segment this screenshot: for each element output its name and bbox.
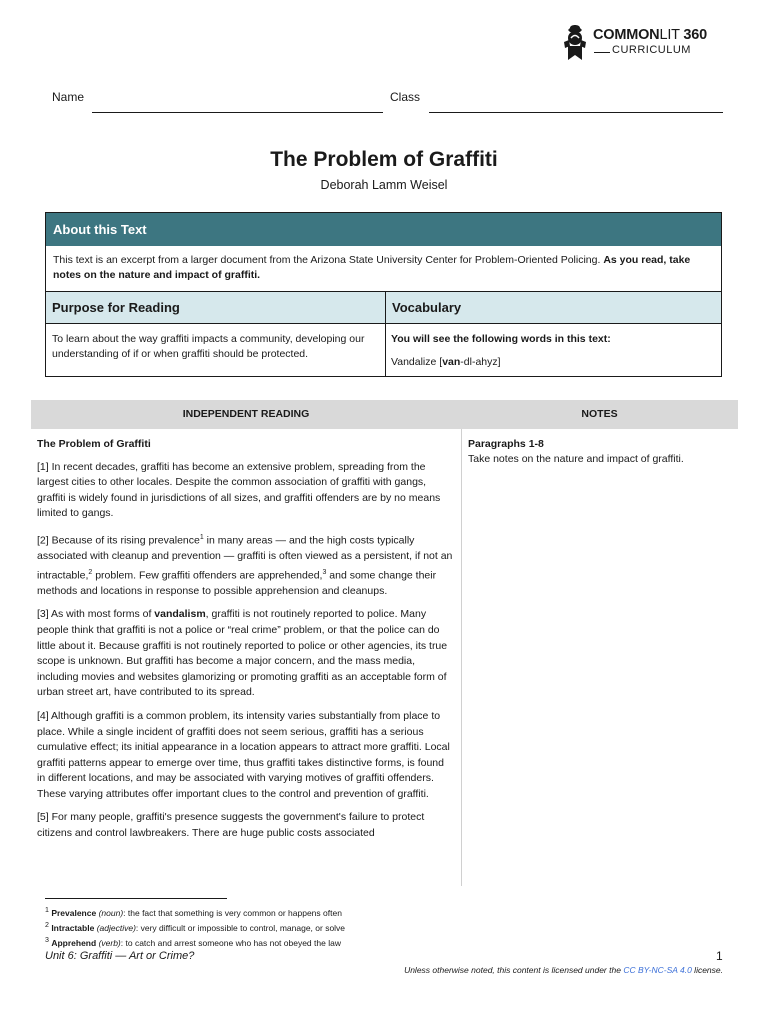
purpose-header: Purpose for Reading (46, 291, 385, 324)
notes-prompt: Take notes on the nature and impact of graffiti. (468, 453, 684, 465)
paragraph-4: [4] Although graffiti is a common problem, its intensity varies substantially from place to place. While a single incident of graffiti does not seem serious, graffiti has a serious cumulative effect; its initial appearance in a location appears to attract more graffiti. Local graffiti patterns appear to emerge over time, thus graffiti takes distinctive forms, is found in different locations, and may be associated with varying motives of graffiti offenders. These varying attributes offer important clues to the control and prevention of graffiti. (37, 709, 450, 800)
about-text-bold: As you read, take notes on the nature and impact of graffiti. (53, 254, 691, 281)
author: Deborah Lamm Weisel (320, 178, 448, 192)
commonlit-logo (560, 22, 740, 64)
footnote-definition: : very difficult or impossible to control, manage, or solve (135, 922, 346, 933)
class-label: Class (390, 90, 421, 104)
reading-heading: The Problem of Graffiti (37, 438, 151, 450)
vocab-rest: -dl-ahyz] (460, 356, 501, 368)
notes-paragraph-range: Paragraphs 1-8 (468, 438, 544, 450)
footnote-item (45, 934, 345, 949)
footnote-pos: (adjective) (96, 922, 136, 933)
page-number: 1 (716, 949, 723, 963)
p2-text-c: problem. Few graffiti offenders are apprehended, (92, 569, 323, 582)
footnote-ref-1[interactable]: 1 (199, 533, 204, 541)
brand-sub: CURRICULUM (612, 44, 691, 56)
footnote-definition: : to catch and arrest someone who has not obeyed the law (120, 937, 341, 948)
p3-text-b: , graffiti is not routinely reported to police. Many people think that graffiti is not a police or “real crime” problem, or that the police can do little about it. Because graffiti is not routinely reported to police or other agencies, its true scope is unknown. But graffiti has become a major concern, and the mass media, including movies and websites glamorizing or promoting graffiti as an acceptable form of urban street art, have contributed to its spread. (37, 608, 448, 699)
independent-reading-header: INDEPENDENT READING (31, 400, 461, 429)
brand-number: 360 (683, 27, 707, 43)
paragraph-3 (37, 607, 455, 701)
paragraph-2 (37, 530, 455, 599)
footnote-item (45, 919, 345, 934)
vocab-stress: van (442, 356, 461, 368)
license-notice (404, 965, 723, 975)
reading-passage (37, 437, 455, 850)
page-title: The Problem of Graffiti (270, 148, 498, 171)
footnotes (45, 904, 345, 948)
footnote-pos: (verb) (98, 937, 121, 948)
brand-rule (594, 52, 610, 53)
brand-name (593, 27, 707, 43)
brand-name-bold: COMMON (593, 27, 660, 43)
column-divider (461, 429, 462, 886)
footnote-pos: (noun) (98, 907, 124, 918)
vocab-word: Vandalize [ (391, 356, 443, 368)
brand-name-light: LIT (659, 27, 680, 43)
class-field[interactable] (429, 112, 723, 113)
p3-text-a: [3] As with most forms of (37, 608, 155, 621)
about-header: About this Text (46, 213, 721, 246)
vocabulary-intro: You will see the following words in this text: (391, 333, 611, 345)
footnote-term: Apprehend (51, 937, 97, 948)
vocab-term-vandalism: vandalism (154, 608, 206, 621)
unit-title: Unit 6: Graffiti — Art or Crime? (45, 950, 195, 962)
paragraph-5: [5] For many people, graffiti's presence suggests the government's failure to protect citizens and control lawbreakers. There are huge public costs associated (37, 811, 425, 840)
p2-text-d: and some change their methods and locations in response to possible apprehension and cleanups. (37, 569, 437, 597)
about-text (53, 253, 713, 283)
name-label: Name (52, 90, 85, 104)
license-text-b: license. (691, 965, 723, 975)
vocabulary-word (391, 355, 716, 370)
p2-text-b: in many areas — and the high costs typically associated with cleanup and prevention — graffiti is often viewed as a persistent, if not an intractable, (37, 534, 453, 582)
footnote-number: 2 (45, 920, 49, 929)
paragraph-1: [1] In recent decades, graffiti has become an extensive problem, spreading from the largest cities to other locales. Despite the common association of graffiti with gangs, graffiti is widely found in jurisdictions of all sizes, and graffiti offenders are by no means limited to gangs. (37, 460, 441, 520)
purpose-text: To learn about the way graffiti impacts a community, developing our understanding of if or when graffiti should be protected. (52, 333, 365, 360)
vocabulary-header: Vocabulary (385, 291, 721, 324)
footnote-item (45, 904, 345, 919)
license-text-a: Unless otherwise noted, this content is licensed under the (404, 965, 624, 975)
footnote-number: 3 (45, 935, 49, 944)
license-link[interactable]: CC BY-NC-SA 4.0 (623, 965, 692, 975)
footnote-number: 1 (45, 906, 49, 914)
commonlit-emblem-icon (560, 22, 590, 62)
box-divider (385, 291, 386, 377)
footnote-ref-2[interactable]: 2 (88, 568, 93, 576)
footnote-term: Prevalence (51, 907, 97, 918)
footnote-definition: : the fact that something is very common or happens often (123, 907, 342, 918)
footnote-term: Intractable (51, 922, 95, 933)
footnote-rule (45, 898, 227, 899)
footnote-ref-3[interactable]: 3 (322, 568, 327, 576)
notes-header: NOTES (461, 400, 738, 429)
notes-column[interactable] (468, 437, 728, 467)
about-text-box (45, 212, 722, 377)
name-field[interactable] (92, 112, 383, 113)
p2-text-a: [2] Because of its rising prevalence (37, 534, 200, 547)
about-text-plain: This text is an excerpt from a larger document from the Arizona State University Center for Problem-Oriented Policing. (53, 254, 604, 266)
